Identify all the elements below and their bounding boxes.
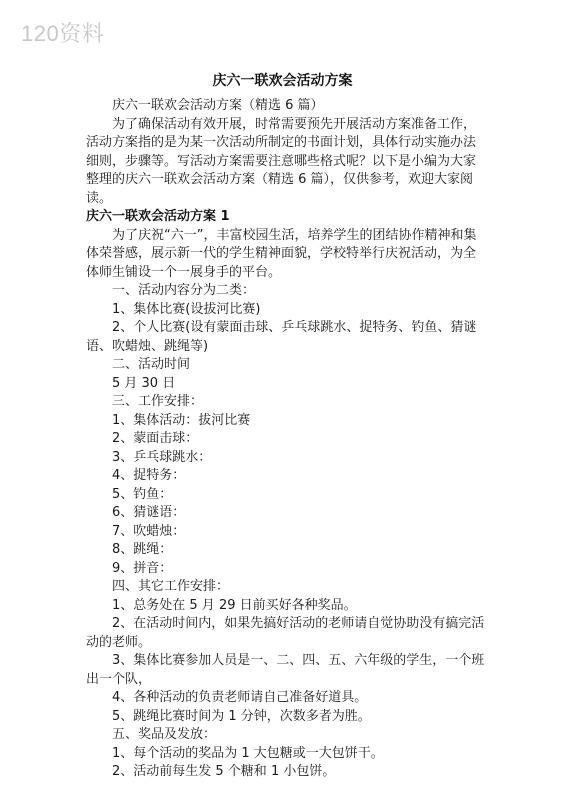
- paragraph: 1、集体比赛(设拔河比赛): [112, 301, 261, 317]
- paragraph: 2、蒙面击球：: [112, 431, 199, 446]
- watermark-logo: 120资料: [21, 21, 105, 46]
- paragraph: 为了确保活动有效开展，时常需要预先开展活动方案准备工作，活动方案指的是为某一次活动所制定的书面计划，具体行动实施办法细则，步骤等。写活动方案需要注意哪些格式呢？以下是小编为大家整理的庆六一联欢会活动方案（精选 6 篇），仅供参考，欢迎大家阅读。: [86, 116, 477, 206]
- paragraph: 庆六一联欢会活动方案（精选 6 篇）: [112, 98, 324, 113]
- document-body: [86, 97, 488, 782]
- paragraph: 1、每个活动的奖品为 1 大包糖或一大包饼干。: [112, 745, 384, 761]
- paragraph: 五、奖品及发放：: [112, 727, 217, 742]
- paragraph: 5、跳绳比赛时间为 1 分钟，次数多者为胜。: [112, 708, 371, 724]
- paragraph: 7、吹蜡烛：: [112, 523, 186, 539]
- paragraph: 8、跳绳：: [112, 542, 173, 557]
- paragraph: 为了庆祝“六一”，丰富校园生活，培养学生的团结协作精神和集体荣誉感，展示新一代的学生精神面貌，学校特举行庆祝活动，为全体师生铺设一个一展身手的平台。: [86, 227, 477, 280]
- paragraph: 二、活动时间: [112, 357, 191, 372]
- paragraph: 2、个人比赛(设有蒙面击球、乒乓球跳水、捉特务、钓鱼、猜谜语、吹蜡烛、跳绳等): [86, 320, 477, 354]
- paragraph: 2、活动前每生发 5 个糖和 1 小包饼。: [112, 764, 336, 779]
- paragraph: 1、集体活动：拔河比赛: [112, 412, 251, 428]
- paragraph: 4、各种活动的负责老师请自己准备好道具。: [112, 690, 368, 705]
- paragraph: 5、钓鱼：: [112, 486, 173, 502]
- paragraph: 3、乒乓球跳水：: [112, 449, 212, 465]
- paragraph: 一、活动内容分为二类：: [112, 283, 256, 298]
- paragraph: 三、工作安排：: [112, 394, 204, 409]
- section-heading: 庆六一联欢会活动方案 1: [86, 209, 230, 224]
- paragraph: 2、在活动时间内，如果先搞好活动的老师请自觉协助没有搞完活动的老师。: [86, 616, 485, 650]
- paragraph: 3、集体比赛参加人员是一、二、四、五、六年级的学生，一个班出一个队，: [86, 653, 485, 687]
- paragraph: 5 月 30 日: [112, 375, 176, 391]
- paragraph: 四、其它工作安排：: [112, 579, 230, 594]
- paragraph: 1、总务处在 5 月 29 日前买好各种奖品。: [112, 597, 357, 613]
- document-title: 庆六一联欢会活动方案: [212, 73, 353, 89]
- paragraph: 4、捉特务：: [112, 468, 186, 483]
- paragraph: 9、拼音：: [112, 560, 173, 576]
- paragraph: 6、猜谜语：: [112, 505, 186, 520]
